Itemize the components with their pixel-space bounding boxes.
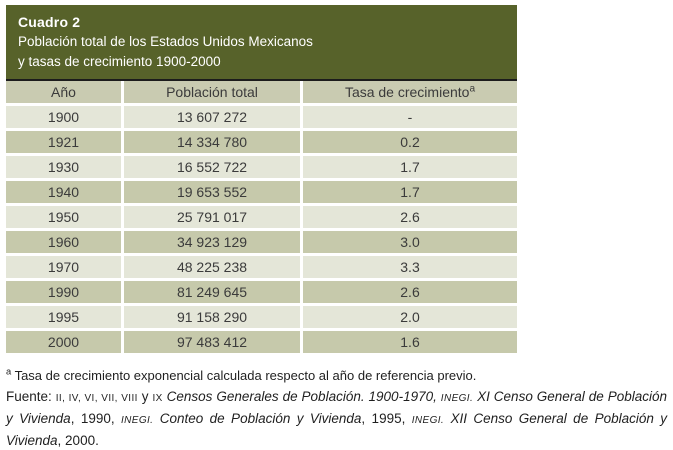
- source-inegi-2: INEGI.: [121, 415, 154, 426]
- column-header-growth-label: Tasa de crecimiento: [344, 84, 470, 100]
- source-conjunction: y: [137, 389, 153, 404]
- cell-year: 1950: [6, 206, 124, 231]
- table-title-band: [6, 5, 517, 79]
- cell-growth: 2.6: [303, 281, 517, 306]
- source-note: [6, 387, 667, 450]
- source-year-2000: , 2000.: [57, 433, 99, 448]
- source-roman-ix: IX: [152, 393, 163, 404]
- cell-population: 81 249 645: [124, 281, 303, 306]
- cell-year: 1960: [6, 231, 124, 256]
- cell-population: 97 483 412: [124, 331, 303, 356]
- source-roman-numerals: II, IV, VI, VII, VIII: [55, 393, 138, 404]
- source-inegi-3: INEGI.: [411, 415, 445, 426]
- cell-growth: 2.0: [303, 306, 517, 331]
- cell-year: 2000: [6, 331, 124, 356]
- table-subtitle-line2: y tasas de crecimiento 1900-2000: [18, 54, 221, 69]
- cell-growth: 1.7: [303, 181, 517, 206]
- source-title-xi-censo: XI Censo General de Población y Vivienda: [6, 389, 668, 426]
- table-row: [6, 106, 517, 131]
- footnotes-block: [6, 366, 667, 450]
- column-header-year: Año: [6, 81, 124, 106]
- source-label: Fuente:: [6, 389, 56, 404]
- cell-year: 1995: [6, 306, 124, 331]
- table-row: [6, 231, 517, 256]
- cell-growth: 3.0: [303, 231, 517, 256]
- table-row: [6, 256, 517, 281]
- cell-population: 19 653 552: [124, 181, 303, 206]
- table-row: [6, 206, 517, 231]
- table-row: [6, 131, 517, 156]
- cell-year: 1940: [6, 181, 124, 206]
- cell-population: 13 607 272: [124, 106, 303, 131]
- source-title-xii-censo: XII Censo General de Población y Vivienda: [6, 411, 668, 448]
- cell-year: 1930: [6, 156, 124, 181]
- cell-growth: 0.2: [303, 131, 517, 156]
- footnote-a-marker: a: [6, 366, 12, 377]
- table-row: [6, 156, 517, 181]
- table-header-row: [6, 81, 517, 106]
- table-subtitle-line1: Población total de los Estados Unidos Mexicanos: [18, 34, 313, 49]
- cell-growth: 1.6: [303, 331, 517, 356]
- cell-year: 1990: [6, 281, 124, 306]
- column-header-population: Población total: [124, 81, 303, 106]
- table-row: [6, 281, 517, 306]
- source-title-censos: Censos Generales de Población. 1900-1970,: [162, 389, 441, 404]
- cuadro-2-document: [6, 5, 673, 450]
- table-row: [6, 331, 517, 356]
- source-inegi-1: INEGI.: [440, 393, 474, 404]
- table-title: Cuadro 2: [18, 14, 81, 30]
- population-table: [6, 81, 517, 356]
- cell-population: 34 923 129: [124, 231, 303, 256]
- cell-growth: -: [303, 106, 517, 131]
- cell-growth: 2.6: [303, 206, 517, 231]
- source-year-1995: , 1995,: [361, 411, 412, 426]
- source-title-conteo: Conteo de Población y Vivienda: [153, 411, 362, 426]
- footnote-a: [6, 366, 667, 385]
- cell-year: 1921: [6, 131, 124, 156]
- column-header-growth: [303, 81, 517, 106]
- cell-year: 1900: [6, 106, 124, 131]
- footnote-a-text: Tasa de crecimiento exponencial calculada respecto al año de referencia previo.: [11, 368, 477, 383]
- table-row: [6, 181, 517, 206]
- footnote-marker-a: a: [469, 83, 476, 95]
- cell-population: 25 791 017: [124, 206, 303, 231]
- cell-growth: 1.7: [303, 156, 517, 181]
- source-year-1990: , 1990,: [70, 411, 121, 426]
- table-row: [6, 306, 517, 331]
- cell-year: 1970: [6, 256, 124, 281]
- cell-growth: 3.3: [303, 256, 517, 281]
- cell-population: 14 334 780: [124, 131, 303, 156]
- cell-population: 16 552 722: [124, 156, 303, 181]
- cell-population: 91 158 290: [124, 306, 303, 331]
- cell-population: 48 225 238: [124, 256, 303, 281]
